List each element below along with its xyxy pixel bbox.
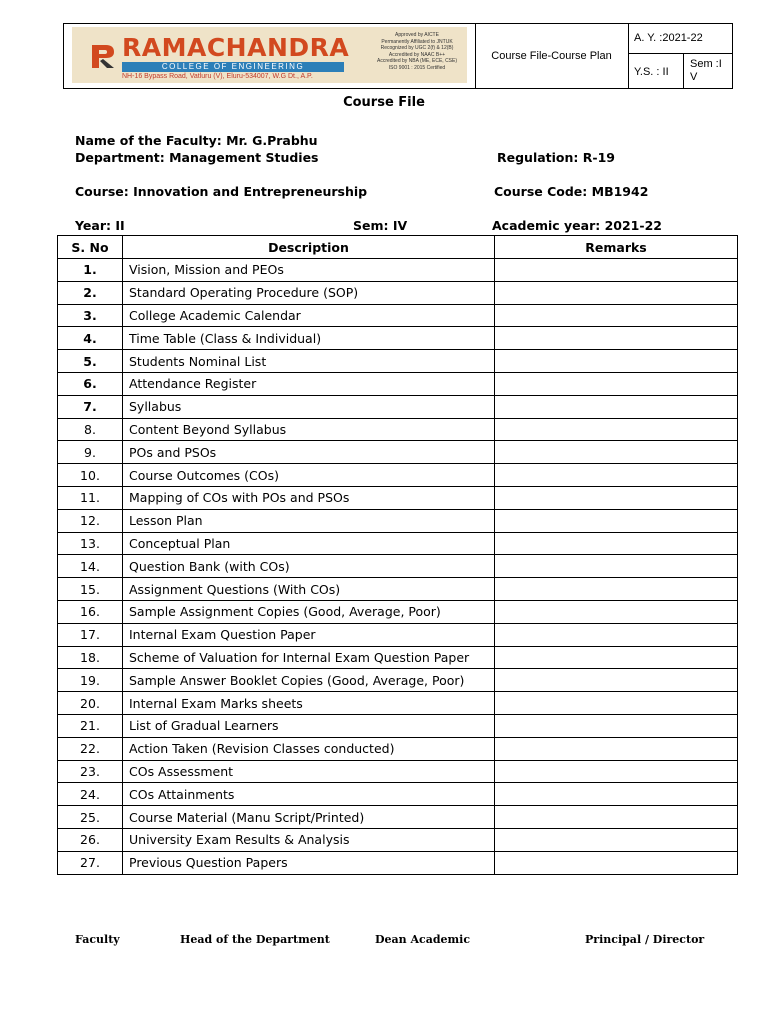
row-description: Course Material (Manu Script/Printed) [123,806,495,829]
row-remarks [495,464,738,487]
row-number: 10. [58,464,123,487]
row-description: Sample Answer Booklet Copies (Good, Average, Poor) [123,669,495,692]
row-remarks [495,828,738,851]
row-remarks [495,509,738,532]
college-tagline: COLLEGE OF ENGINEERING [122,62,344,72]
row-remarks [495,441,738,464]
year: Year: II [75,218,125,233]
table-row [58,555,738,578]
row-number: 12. [58,509,123,532]
semester-box: Sem :I V [690,58,722,83]
row-number: 16. [58,600,123,623]
row-description: Time Table (Class & Individual) [123,327,495,350]
row-remarks [495,760,738,783]
table-row [58,578,738,601]
row-number: 4. [58,327,123,350]
table-row [58,646,738,669]
course-code: Course Code: MB1942 [494,184,649,199]
row-description: Conceptual Plan [123,532,495,555]
table-row [58,304,738,327]
row-number: 19. [58,669,123,692]
table-row [58,532,738,555]
row-description: Standard Operating Procedure (SOP) [123,281,495,304]
row-remarks [495,350,738,373]
row-remarks [495,737,738,760]
row-number: 14. [58,555,123,578]
row-remarks [495,418,738,441]
doc-type-label: Course File-Course Plan [491,50,612,62]
table-row [58,737,738,760]
column-header-remarks: Remarks [495,236,738,259]
course-name: Course: Innovation and Entrepreneurship [75,184,368,199]
table-row [58,783,738,806]
row-description: Sample Assignment Copies (Good, Average, Poor) [123,600,495,623]
table-row [58,851,738,874]
table-row [58,600,738,623]
row-description: University Exam Results & Analysis [123,828,495,851]
row-remarks [495,806,738,829]
row-number: 26. [58,828,123,851]
row-description: Assignment Questions (With COs) [123,578,495,601]
table-row [58,395,738,418]
accreditation-line: Recognized by UGC 2(f) & 12(B) [380,45,454,51]
row-remarks [495,600,738,623]
table-row [58,464,738,487]
college-address: NH-16 Bypass Road, Vatluru (V), Eluru-534007, W.G Dt., A.P. [122,73,313,80]
table-row [58,281,738,304]
row-description: COs Attainments [123,783,495,806]
table-row [58,372,738,395]
column-header-description: Description [123,236,495,259]
table-header-row [58,236,738,259]
table-row [58,623,738,646]
row-number: 21. [58,714,123,737]
row-description: COs Assessment [123,760,495,783]
row-description: Syllabus [123,395,495,418]
accreditation-line: Permanently Affiliated to JNTUK [381,38,453,45]
signature-faculty: Faculty [75,933,120,946]
row-remarks [495,623,738,646]
logo-cell [64,24,476,88]
table-row [58,441,738,464]
row-remarks [495,532,738,555]
row-number: 13. [58,532,123,555]
term-info-cell [628,24,732,88]
college-emblem-icon [90,41,116,69]
row-description: Question Bank (with COs) [123,555,495,578]
row-number: 22. [58,737,123,760]
row-remarks [495,646,738,669]
row-remarks [495,281,738,304]
row-description: Vision, Mission and PEOs [123,259,495,282]
accreditation-line: Accredited by NBA (ME, ECE, CSE) [376,58,458,64]
row-number: 20. [58,692,123,715]
signature-dean: Dean Academic [375,933,471,946]
table-row [58,692,738,715]
row-remarks [495,304,738,327]
row-description: Scheme of Valuation for Internal Exam Question Paper [123,646,495,669]
row-number: 2. [58,281,123,304]
accreditation-line: Approved by AICTE [395,32,439,38]
department: Department: Management Studies [75,150,319,165]
table-row [58,327,738,350]
row-number: 17. [58,623,123,646]
row-number: 7. [58,395,123,418]
row-description: Lesson Plan [123,509,495,532]
table-row [58,714,738,737]
row-description: Students Nominal List [123,350,495,373]
row-remarks [495,395,738,418]
row-description: College Academic Calendar [123,304,495,327]
row-number: 24. [58,783,123,806]
row-remarks [495,578,738,601]
faculty-name: Name of the Faculty: Mr. G.Prabhu [75,133,318,148]
row-number: 3. [58,304,123,327]
table-row [58,669,738,692]
table-row [58,509,738,532]
table-row [58,418,738,441]
row-number: 18. [58,646,123,669]
table-row [58,828,738,851]
row-remarks [495,714,738,737]
regulation: Regulation: R-19 [497,150,615,165]
accreditation-line: ISO 9001 : 2015 Certified [388,64,446,71]
page-title: Course File [343,95,425,110]
table-row [58,760,738,783]
row-description: List of Gradual Learners [123,714,495,737]
row-remarks [495,692,738,715]
table-row [58,486,738,509]
course-file-table [57,235,738,875]
row-number: 25. [58,806,123,829]
row-number: 6. [58,372,123,395]
row-remarks [495,851,738,874]
row-remarks [495,327,738,350]
row-number: 5. [58,350,123,373]
accreditation-list [372,32,462,71]
academic-year-box: A. Y. :2021-22 [628,24,732,54]
column-header-sno: S. No [58,236,123,259]
row-number: 23. [58,760,123,783]
row-description: Action Taken (Revision Classes conducted) [123,737,495,760]
document-header [63,23,733,89]
row-description: Internal Exam Question Paper [123,623,495,646]
signature-hod: Head of the Department [180,933,330,946]
table-row [58,350,738,373]
row-description: Mapping of COs with POs and PSOs [123,486,495,509]
table-row [58,259,738,282]
semester: Sem: IV [353,218,408,233]
college-logo [72,27,467,83]
row-description: Attendance Register [123,372,495,395]
row-remarks [495,555,738,578]
college-name: RAMACHANDRA [122,33,350,62]
row-number: 11. [58,486,123,509]
row-number: 9. [58,441,123,464]
row-description: Previous Question Papers [123,851,495,874]
row-number: 1. [58,259,123,282]
row-number: 15. [58,578,123,601]
signature-principal: Principal / Director [585,933,705,946]
row-remarks [495,486,738,509]
table-body [58,259,738,875]
row-remarks [495,669,738,692]
row-remarks [495,259,738,282]
academic-year: Academic year: 2021-22 [492,218,662,233]
accreditation-line: Accredited by NAAC B++ [388,51,446,58]
row-number: 8. [58,418,123,441]
year-of-study-box: Y.S. : II [628,54,684,88]
row-remarks [495,783,738,806]
row-number: 27. [58,851,123,874]
row-description: Content Beyond Syllabus [123,418,495,441]
row-description: POs and PSOs [123,441,495,464]
doc-type-cell [475,24,629,88]
row-description: Internal Exam Marks sheets [123,692,495,715]
table-row [58,806,738,829]
row-description: Course Outcomes (COs) [123,464,495,487]
row-remarks [495,372,738,395]
